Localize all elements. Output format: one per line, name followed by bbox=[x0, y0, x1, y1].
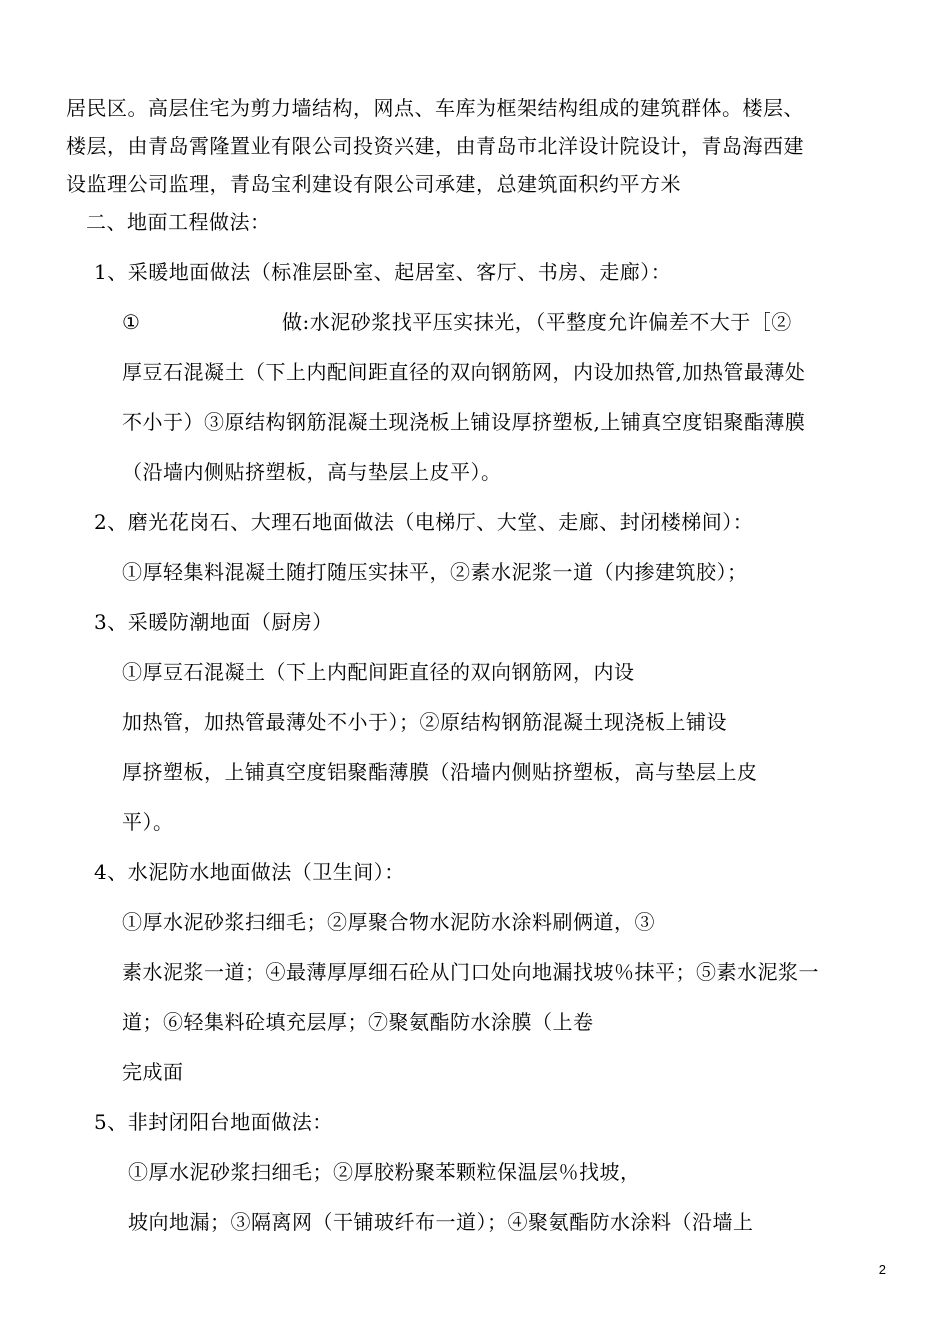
item4-line-2: 素水泥浆一道；④最薄厚厚细石砼从门口处向地漏找坡％抹平；⑤素水泥浆一 bbox=[122, 960, 819, 984]
item2-heading: 2、磨光花岗石、大理石地面做法（电梯厅、大堂、走廊、封闭楼梯间）： bbox=[94, 510, 754, 534]
item3-heading: 3、采暖防潮地面（厨房） bbox=[94, 610, 333, 634]
item4-line-1: ①厚水泥砂浆扫细毛；②厚聚合物水泥防水涂料刷俩道，③ bbox=[122, 910, 655, 934]
item3-line-4: 平）。 bbox=[122, 810, 174, 834]
item5-line-2: 坡向地漏；③隔离网（干铺玻纤布一道）；④聚氨酯防水涂料（沿墙上 bbox=[128, 1210, 754, 1234]
item1-line-2: 厚豆石混凝土（下上内配间距直径的双向钢筋网，内设加热管,加热管最薄处 bbox=[122, 360, 806, 384]
item4-heading: 4、水泥防水地面做法（卫生间）： bbox=[94, 860, 405, 884]
item4-line-4: 完成面 bbox=[122, 1060, 184, 1084]
intro-line-1: 居民区。高层住宅为剪力墙结构，网点、车库为框架结构组成的建筑群体。楼层、 bbox=[66, 96, 804, 120]
item3-line-3: 厚挤塑板，上铺真空度铝聚酯薄膜（沿墙内侧贴挤塑板，高与垫层上皮 bbox=[122, 760, 758, 784]
item3-line-2: 加热管，加热管最薄处不小于）；②原结构钢筋混凝土现浇板上铺设 bbox=[122, 710, 727, 734]
item1-heading: 1、采暖地面做法（标准层卧室、起居室、客厅、书房、走廊）： bbox=[94, 260, 672, 284]
page-number: 2 bbox=[878, 1262, 886, 1277]
item1-line-3: 不小于）③原结构钢筋混凝土现浇板上铺设厚挤塑板,上铺真空度铝聚酯薄膜 bbox=[122, 410, 806, 434]
intro-line-2: 楼层，由青岛霄隆置业有限公司投资兴建，由青岛市北洋设计院设计，青岛海西建 bbox=[66, 134, 804, 158]
item4-line-3: 道；⑥轻集料砼填充层厚；⑦聚氨酯防水涂膜（上卷 bbox=[122, 1010, 594, 1034]
section-heading-floor-works: 二、地面工程做法： bbox=[86, 210, 271, 234]
item5-heading: 5、非封闭阳台地面做法： bbox=[94, 1110, 333, 1134]
intro-line-3: 设监理公司监理，青岛宝利建设有限公司承建，总建筑面积约平方米 bbox=[66, 172, 681, 196]
item1-line-1-marker: ① bbox=[122, 310, 141, 334]
item2-line-1: ①厚轻集料混凝土随打随压实抹平，②素水泥浆一道（内掺建筑胶）； bbox=[122, 560, 748, 584]
item5-line-1: ①厚水泥砂浆扫细毛；②厚胶粉聚苯颗粒保温层％找坡， bbox=[128, 1160, 641, 1184]
item1-line-4: （沿墙内侧贴挤塑板，高与垫层上皮平）。 bbox=[122, 460, 502, 484]
item1-line-1-text: 做:水泥砂浆找平压实抹光，（平整度允许偏差不大于［② bbox=[282, 310, 792, 334]
item3-line-1: ①厚豆石混凝土（下上内配间距直径的双向钢筋网，内设 bbox=[122, 660, 635, 684]
